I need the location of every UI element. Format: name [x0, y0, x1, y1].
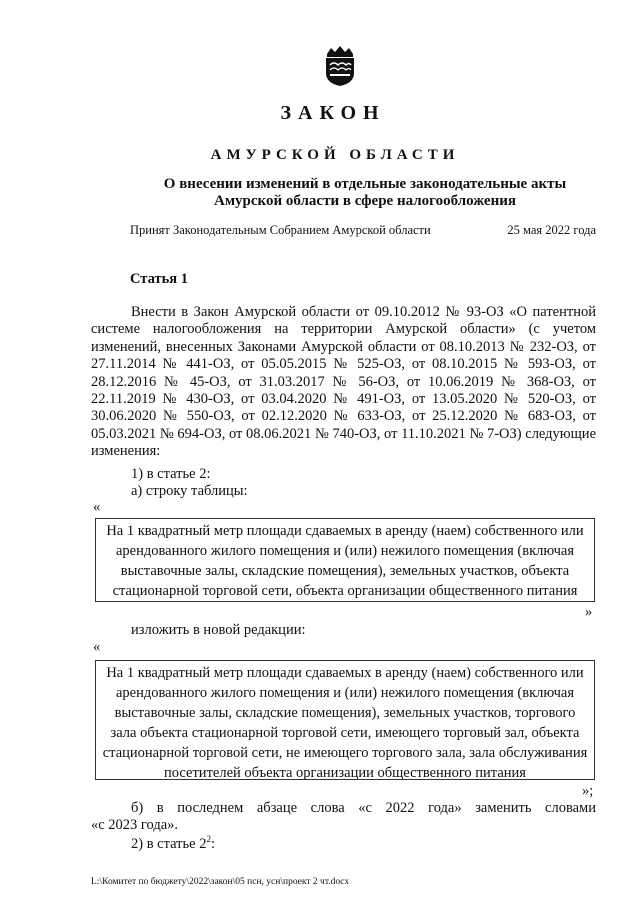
- item-1a: а) строку таблицы:: [131, 483, 248, 499]
- amur-region-coat-of-arms-icon: [318, 45, 362, 87]
- item-2-suffix: :: [210, 835, 215, 852]
- new-table-row: На 1 квадратный метр площади сдаваемых в аренду (наем) собственного или арендованного жилого помещения и (или) нежилого помещения (включая выставочные залы, складские помещения), земельных участков, торгового зала объекта стационарной торговой сети, имеющего торговый зал, объекта стационарной торговой сети, не имеющего торгового зала, зала обслуживания посетителей объекта организации общественного питания: [95, 660, 595, 780]
- law-name-line2: Амурской области в сфере налогообложения: [214, 193, 516, 209]
- document-title: ЗАКОН: [280, 102, 386, 124]
- article-intro-paragraph: Внести в Закон Амурской области от 09.10.2012 № 93-ОЗ «О патентной системе налогообложения на территории Амурской области» (с учетом изменений, внесенных Законами Амурской области от 08.10.2013 № 232-ОЗ, от 27.11.2014 № 441-ОЗ, от 05.05.2015 № 525-ОЗ, от 08.10.2015 № 593-ОЗ, от 28.12.2016 № 45-ОЗ, от 31.03.2017 № 56-ОЗ, от 10.06.2019 № 368-ОЗ, от 22.11.2019 № 430-ОЗ, от 03.04.2020 № 491-ОЗ, от 13.05.2020 № 520-ОЗ, от 30.06.2020 № 550-ОЗ, от 02.12.2020 № 633-ОЗ, от 25.12.2020 № 683-ОЗ, от 05.03.2021 № 694-ОЗ, от 08.06.2021 № 740-ОЗ, от 11.10.2021 № 7-ОЗ) следующие изменения:: [91, 304, 596, 460]
- old-table-row: На 1 квадратный метр площади сдаваемых в аренду (наем) собственного или арендованного жилого помещения и (или) нежилого помещения (включая выставочные залы, складские помещения), земельных участков, объекта стационарной торговой сети, объекта организации общественного питания: [95, 518, 595, 602]
- replace-instruction: изложить в новой редакции:: [131, 622, 306, 638]
- item-1b-line1: б) в последнем абзаце слова «с 2022 года» заменить словами: [131, 800, 596, 816]
- item-2-text: 2) в статье 2: [131, 835, 207, 852]
- file-path-footer: L:\Комитет по бюджету\2022\закон\05 псн, усн\проект 2 чт.docx: [91, 877, 350, 887]
- law-name-line1: О внесении изменений в отдельные законодательные акты: [163, 176, 567, 192]
- article-heading: Статья 1: [130, 271, 188, 287]
- open-quote-2: «: [93, 639, 101, 655]
- item-1b-line2: «с 2023 года».: [91, 817, 179, 833]
- document-subtitle: АМУРСКОЙ ОБЛАСТИ: [210, 147, 460, 163]
- close-quote: »: [585, 604, 593, 620]
- law-name: [130, 176, 600, 210]
- open-quote: «: [93, 499, 101, 515]
- item-2: [131, 834, 215, 853]
- item-2-superscript: 2: [206, 834, 211, 844]
- item-1: 1) в статье 2:: [131, 466, 211, 482]
- adopted-by: Принят Законодательным Собранием Амурской области: [130, 223, 431, 237]
- close-quote-2: »;: [582, 783, 594, 799]
- adopted-date: 25 мая 2022 года: [507, 223, 596, 237]
